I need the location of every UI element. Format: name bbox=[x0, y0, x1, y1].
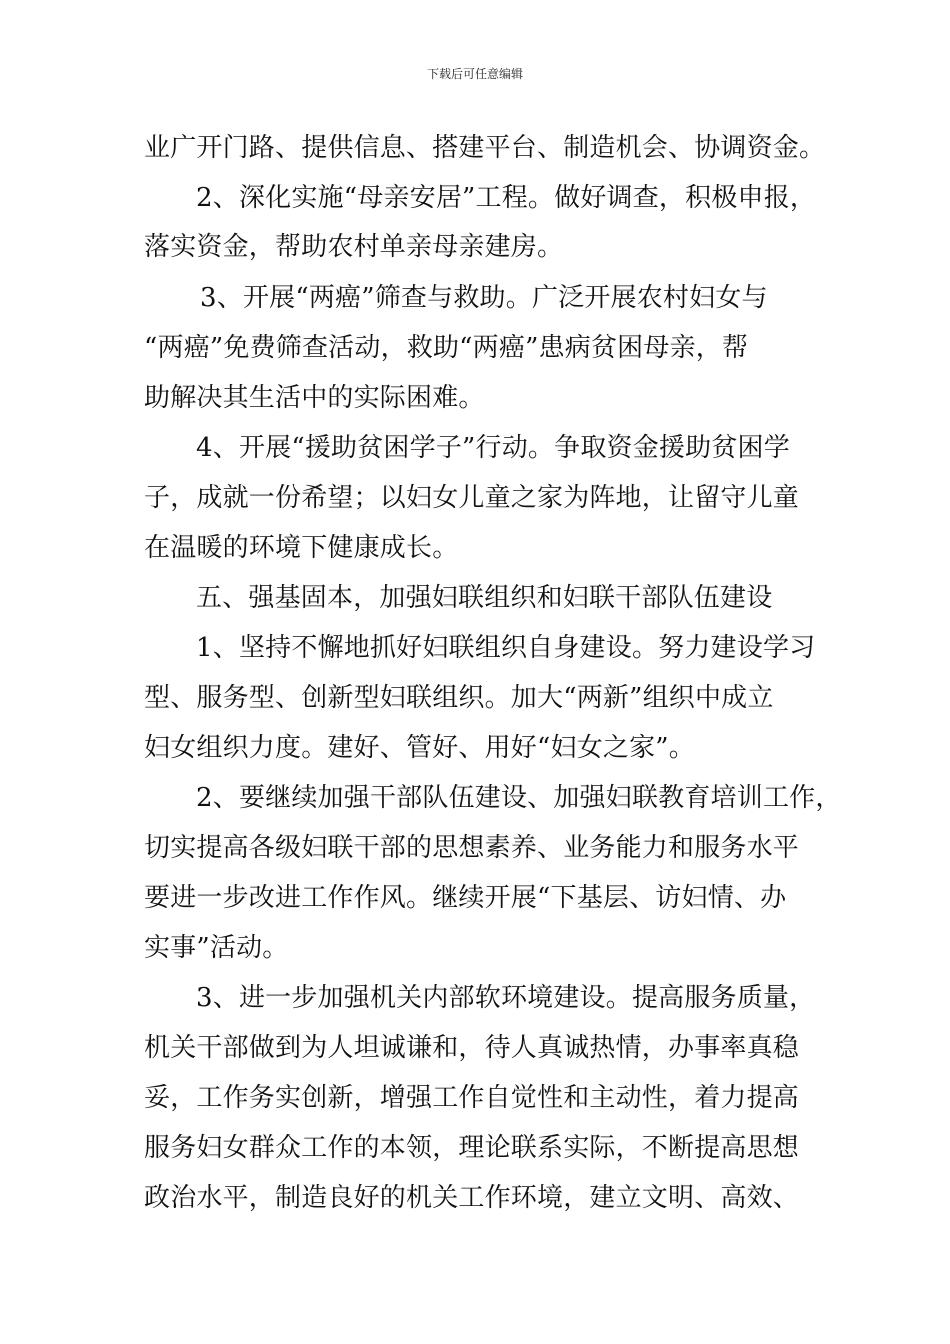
text-line: 3、进一步加强机关内部软环境建设。提高服务质量， bbox=[196, 983, 816, 1013]
text-line: 4、开展“援助贫困学子”行动。争取资金援助贫困学 bbox=[196, 433, 790, 463]
text-line: 子，成就一份希望；以妇女儿童之家为阵地，让留守儿童 bbox=[144, 483, 800, 513]
text-line: 型、服务型、创新型妇联组织。加大“两新”组织中成立 bbox=[144, 683, 774, 713]
text-line: 机关干部做到为人坦诚谦和，待人真诚热情，办事率真稳 bbox=[144, 1033, 800, 1063]
text-line: “两癌”免费筛查活动，救助“两癌”患病贫困母亲，帮 bbox=[144, 333, 749, 363]
text-line: 要进一步改进工作作风。继续开展“下基层、访妇情、办 bbox=[144, 883, 787, 913]
section-heading: 五、强基固本，加强妇联组织和妇联干部队伍建设 bbox=[196, 583, 773, 613]
text-line: 2、要继续加强干部队伍建设、加强妇联教育培训工作， bbox=[196, 783, 842, 813]
text-line: 2、深化实施“母亲安居”工程。做好调查，积极申报， bbox=[196, 183, 817, 213]
text-line: 1、坚持不懈地抓好妇联组织自身建设。努力建设学习 bbox=[196, 633, 816, 663]
text-line: 助解决其生活中的实际困难。 bbox=[144, 383, 485, 413]
text-line: 妇女组织力度。建好、管好、用好“妇女之家”。 bbox=[144, 733, 695, 763]
text-line: 政治水平，制造良好的机关工作环境，建立文明、高效、 bbox=[144, 1183, 800, 1213]
page-header: 下载后可任意编辑 bbox=[426, 67, 523, 81]
text-line: 3、开展“两癌”筛查与救助。广泛开展农村妇女与 bbox=[200, 283, 768, 313]
text-line: 妥，工作务实创新，增强工作自觉性和主动性，着力提高 bbox=[144, 1083, 800, 1113]
text-line: 服务妇女群众工作的本领，理论联系实际，不断提高思想 bbox=[144, 1133, 800, 1163]
text-line: 切实提高各级妇联干部的思想素养、业务能力和服务水平 bbox=[144, 833, 800, 863]
text-line: 实事”活动。 bbox=[144, 933, 289, 963]
text-line: 业广开门路、提供信息、搭建平台、制造机会、协调资金。 bbox=[144, 133, 826, 163]
text-line: 在温暖的环境下健康成长。 bbox=[144, 533, 459, 563]
text-line: 落实资金，帮助农村单亲母亲建房。 bbox=[144, 232, 564, 262]
